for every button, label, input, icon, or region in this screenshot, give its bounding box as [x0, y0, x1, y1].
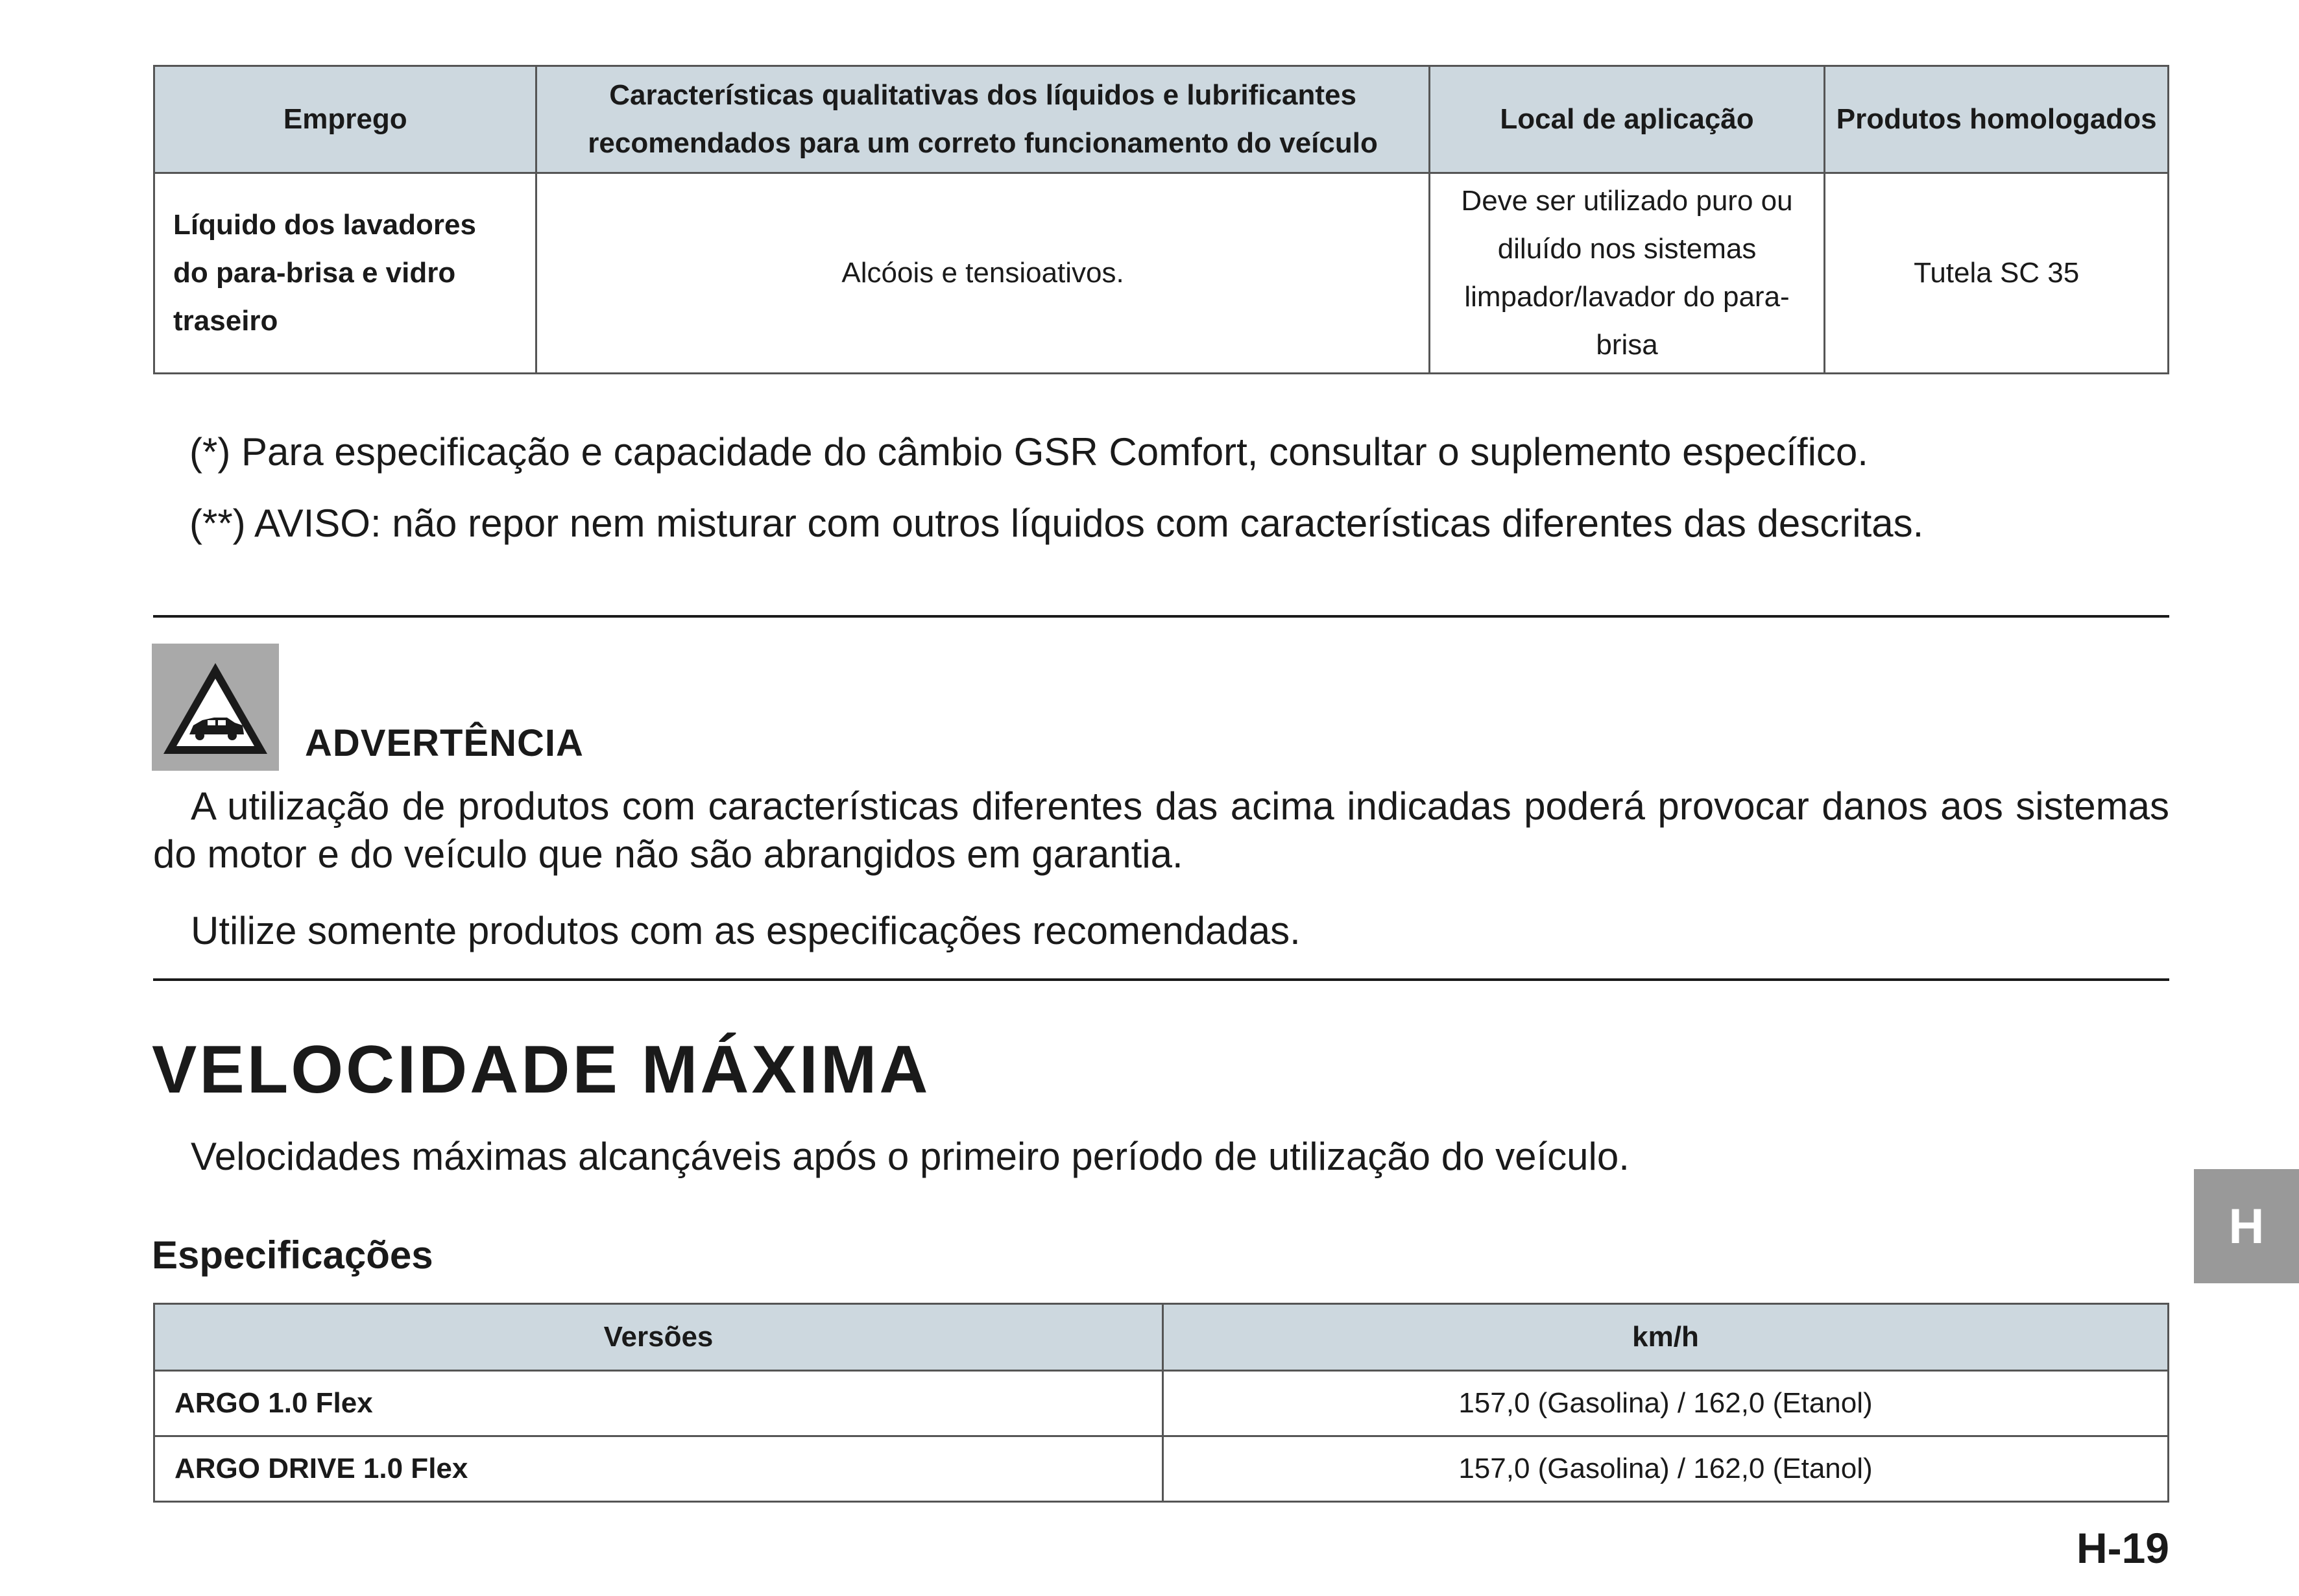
cell-version: ARGO DRIVE 1.0 Flex [154, 1436, 1163, 1502]
header-versoes: Versões [154, 1304, 1163, 1371]
cell-local: Deve ser utilizado puro ou diluído nos sistemas limpador/lavador do para-brisa [1429, 173, 1825, 374]
spec-heading: Especificações [152, 1233, 433, 1277]
fluids-table [153, 65, 2169, 374]
section-title: VELOCIDADE MÁXIMA [152, 1032, 931, 1107]
footnote-1: (*) Para especificação e capacidade do câmbio GSR Comfort, consultar o suplemento específico. [189, 430, 1868, 474]
table-header-row [154, 1304, 2169, 1371]
warning-triangle-car-icon [152, 644, 279, 771]
footnote-2: (**) AVISO: não repor nem misturar com outros líquidos com características diferentes das descritas. [189, 502, 1924, 545]
header-produtos: Produtos homologados [1825, 66, 2169, 173]
table-row [154, 173, 2169, 374]
warning-paragraph-1: A utilização de produtos com características diferentes das acima indicadas poderá provocar danos aos sistemas do motor e do veículo que não são abrangidos em garantia. [153, 784, 2169, 876]
cell-version: ARGO 1.0 Flex [154, 1371, 1163, 1436]
header-kmh: km/h [1163, 1304, 2169, 1371]
cell-speed: 157,0 (Gasolina) / 162,0 (Etanol) [1163, 1436, 2169, 1502]
header-emprego: Emprego [154, 66, 536, 173]
speed-table [153, 1303, 2169, 1503]
page-number: H-19 [2076, 1524, 2169, 1572]
warning-paragraph-2: Utilize somente produtos com as especificações recomendadas. [191, 909, 1301, 952]
cell-caracteristicas: Alcóois e tensioativos. [536, 173, 1429, 374]
divider-bottom [153, 978, 2169, 981]
warning-title: ADVERTÊNCIA [305, 722, 584, 764]
cell-emprego: Líquido dos lavadores do para-brisa e vidro traseiro [154, 173, 536, 374]
table-row [154, 1371, 2169, 1436]
divider-top [153, 615, 2169, 618]
section-intro: Velocidades máximas alcançáveis após o primeiro período de utilização do veículo. [191, 1135, 1630, 1178]
cell-speed: 157,0 (Gasolina) / 162,0 (Etanol) [1163, 1371, 2169, 1436]
table-header-row [154, 66, 2169, 173]
cell-produtos: Tutela SC 35 [1825, 173, 2169, 374]
table-row [154, 1436, 2169, 1502]
chapter-tab: H [2194, 1169, 2299, 1283]
header-caracteristicas: Características qualitativas dos líquidos e lubrificantes recomendados para um correto funcionamento do veículo [536, 66, 1429, 173]
header-local: Local de aplicação [1429, 66, 1825, 173]
